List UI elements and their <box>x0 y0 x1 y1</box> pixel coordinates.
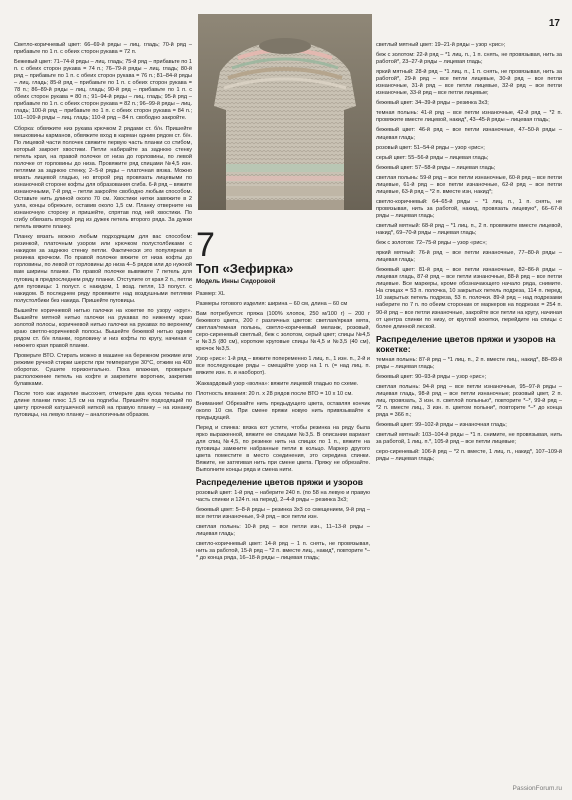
paragraph: бежевый цвет: 99–102-й ряды – изнаночная гладь; <box>376 422 507 429</box>
paragraph: Вам потребуется: пряжа (100% хлопок, 250 м/100 г) – 200 г бежевого цвета, 200 г различных цветов: светлая/яркая мята, светлая/темная полынь, светло-коричневый меланж, розовый, серо-сиреневый светлый, беж с золотом, серый цвет; спицы №4,5 и №3,5 (80 см), короткие круговые спицы №4,5 и №3,5 (40 см), крючок №3,5. <box>196 311 370 353</box>
paragraph: Перед и спинка: вязка кот устите, чтобы резинка на ряду была ярко выраженной, вяжите ее спицами №3,5. В описании вариант для спиц №4,5, по резинке нить на спицах по 1 п., вяжите на пуговицы замкните набранные петли в кольцо. Маркер другого цвета поместите в место соединения, это середина спинки. Вяжите, не затягивая нить при смене цвета. Пряжу не обрезайте. Выполните концы ряда и смена нити. <box>196 424 370 474</box>
paragraph: Жаккардовый узор «волна»: вяжите лицевой гладью по схеме. <box>196 380 359 387</box>
paragraph: После того как изделие высохнет, отмерьте два куска тесьмы по длине планки плюс 1,5 см на подгибы. Пришейте подходящий по цвету прочной катушечной ниткой на правую планку – на изнанку пуговицы, на левую планку – аналогичным образом. <box>14 391 192 419</box>
paragraph: Сборка: обвяжите низ рукава крючком 2 рядами ст. б/н. Пришейте мешковины карманов, обвяжите вход в карман одним рядом ст. б/н. По лицевой части полочек свяжите первую часть планки со стибом, который закроет хвостики. Петли набирайте за заднюю стенку петель края, на правой полочке от низа до горловины, по левой полочке от горловины до низа. Провяжите ряд спицами №4,5 изн. петлями за заднюю стенку, 2–5-й ряды – платочная вязка. Можно вязать лицевой гладью, но второй ряд провязать лицевыми по изнаночной стороне кофты для образования сгиба. 6-й ряд – вяжите изнаночными, 7-й ряд – петли закройте свободно любым способом. Оставьте нить длиной около 70 см. Хвостики нитки завяжите в 2 узла, концы обрежьте, оставив около 1,5 см. Планку отверните на изнаночную сторону и пришейте, спрятав под ней хвостики. По сгибу обвязать второй ряд из дужек петель второго ряда. За дужки петель вяжите планку. <box>14 125 192 231</box>
knit-top-image <box>198 14 372 210</box>
paragraph: светлая полынь: 10-й ряд – все петли изн., 11–13-й ряды – лицевая гладь; <box>196 524 370 538</box>
paragraph: светлый мятный: 68-й ряд – *1 лиц. п., 2 п. провяжите вместе лицевой, накид*, 69–70-й ряды – лицевая гладь; <box>376 222 562 237</box>
paragraph: Плотность вязания: 20 п. х 28 рядов после ВТО = 10 х 10 см. <box>196 390 353 397</box>
paragraph: темная полынь: 41-й ряд – все петли изнаночные, 42-й ряд – *2 п. провяжите вместе лицевой, накид*, 43–45-й ряды – лицевая гладь; <box>376 110 562 124</box>
left-column <box>14 42 192 800</box>
paragraph: светло-коричневый: 64–65-й ряды – *1 лиц. п., 1 п. снять, не провязывая, нить за работой, накид, провязать лицевую*, 66–67-й ряды – лицевая гладь; <box>376 198 562 219</box>
paragraph: Бежевый цвет: 71–74-й ряды – лиц. гладь; 75-й ряд – прибавьте по 1 п. с обеих сторон рукава = 74 п.; 76–79-й ряды – лиц. гладь; 80-й ряд – прибавьте по 1 п. с обеих сторон рукава = 76 п.; 81–84-й ряды – лиц. гладь; 85-й ряд – прибавьте по 1 п. с обеих сторон рукава = 78 п.; 86–89-й ряды – лиц. гладь; 90-й ряд – прибавьте по 1 п. с обеих сторон рукава = 80 п.; 91–94-й ряды – лиц. гладь; 95-й ряд – прибавьте по 1 п. с обеих сторон рукава = 82 п.; 96–99-й ряды – лиц. гладь; 100-й ряд – прибавьте по 1 п. с обеих сторон рукава = 84 п.; 101–109-й ряды – лиц. гладь; 110-й ряд – 84 п. свободно закройте. <box>14 59 192 122</box>
garment-photo <box>198 14 372 210</box>
paragraph: светло-коричневый цвет: 14-й ряд – 1 п. снять, не провязывая, нить за работой, 15-й ряд – *2 п. вместе лиц., накид*, повторите *–* до конца ряда, 16–18-й ряды – лицевая гладь; <box>196 541 370 562</box>
paragraph: Внимание! Обрезайте нить предыдущего цвета, оставляя кончик около 10 см. При смене пряжи новую нить привязывайте к предыдущей. <box>196 400 370 421</box>
paragraph: Планку вязать можно любым подходящим для вас способом: резинкой, платочным узором или крючком полустолбиками с накидом за заднюю стенку петли. Фактически это популярная в резинка крючком. По правой полочке вяжите от низа кофты до горловины, по левой от горловины до низа 4–5 рядов или до нужной вам ширины планки. По правой полочке вывяжите 7 петель для пуговиц в предпоследнем ряду планки. Отступите от края 2 п., петли для пуговицы: 1 полуст. с накидом, 1 возд. петля, 13 полуст. с накидом. В последнем ряду провяжите над воздушными петлями полустолбики без накида. Пришейте пуговицы. <box>14 234 192 304</box>
paragraph: Вышейте коричневой нитью галочки на кокетке по узору «круг». Вышейте мятной нитью галочки на рукавах по нижнему краю золотой полосы, коричневой нитью галочки на рукавах по верхнему краю светло-коричневой полосы. Вышейте бежевой нитью одним рядом ст. б/н планки, горловину и низ кофты по кругу, начиная с нижнего края правой планки. <box>14 307 192 349</box>
paragraph: темная полынь: 87-й ряд – *1 лиц. п., 2 п. вместе лиц., накид*, 88–89-й ряды – лицевая гладь; <box>376 356 562 370</box>
paragraph: Размер: XL <box>196 291 225 297</box>
paragraph: Узор «рис»: 1-й ряд – вяжите попеременно 1 лиц. п., 1 изн. п., 2-й и все последующие ряды – смещайте узор на 1 п. (= над лиц. п. вяжите изн. п. и наоборот). <box>196 356 370 377</box>
section-heading: Распределение цветов пряжи и узоров <box>196 477 364 488</box>
paragraph: Размеры готового изделия: ширина – 60 см, длина – 60 см <box>196 301 348 308</box>
paragraph: серый цвет: 55–56-й ряды – лицевая гладь; <box>376 154 489 161</box>
paragraph: яркий мятный: 28-й ряд – *1 лиц. п., 1 п. снять, не провязывая, нить за работой*, 29-й ряд – все петли лицевые, 30-й ряд – все петли изнаночные, 31-й ряд – все петли лицевые, 32-й ряд – все петли изнаночные, 33-й ряд – все петли лицевые; <box>376 69 562 97</box>
pattern-author: Модель Инны Сидоровой <box>196 278 276 285</box>
paragraph: беж с золотом: 72–75-й ряды – узор «рис»; <box>376 240 487 247</box>
paragraph: бежевый цвет: 5–8-й ряды – резинка 3х3 со смещением, 9-й ряд – все петли изнаночные, 9-й ряд – все петли изн. <box>196 507 370 521</box>
paragraph: светлая полынь: 59-й ряд – все петли изнаночные, 60-й ряд – все петли лицевые, 61-й ряд – все петли изнаночные, 62-й ряд – все петли лицевые, 63-й ряд – *2 п. вместе изн, накид*; <box>376 174 562 195</box>
pattern-title: Топ «Зефирка» <box>196 261 294 276</box>
paragraph: светлая полынь: 94-й ряд – все петли изнаночные, 95–97-й ряды – лицевая гладь, 98-й ряд – все петли изнаночные; розовый цвет, 2 п. лиц. провязать, 3 изн. п. светлой полынью*, повторите *–*, 99-й ряд – *2 п. вместе лиц., 3 изн. п. цветом полыни*, повторите *–* до конца ряда = 366 п.; <box>376 383 562 418</box>
section-heading: Распределение цветов пряжи и узоров на кокетке: <box>376 333 556 354</box>
pattern-number: 7 <box>196 226 215 264</box>
paragraph: светлый мятный цвет: 19–21-й ряды – узор «рис»; <box>376 42 506 48</box>
paragraph: яркий мятный: 76-й ряд – все петли изнаночные, 77–80-й ряды – лицевая гладь; <box>376 250 562 264</box>
middle-column <box>196 220 370 800</box>
paragraph: беж с золотом: 22-й ряд – *1 лиц. п., 1 п. снять, не провязывая, нить за работой*, 23–27-й ряды – лицевая гладь; <box>376 52 562 66</box>
paragraph: бежевый цвет: 81-й ряд – все петли изнаночные, 82–86-й ряды – лицевая гладь, 87-й ряд – все петли изнаночные, 88-й ряд – все петли лицевые. Все маркеры, кроме обозначающего начало ряда, снимите. На спицах = 53 п. полочка, 10 закрытых петель подреза, 114 п. перед, 10 закрытых петель подреза, 53 п. полочки. 89-й ряд – над подрезами наберите по 7 п. по обеим сторонам от маркеров на подрезах = 254 п. 90-й ряд – все петли изнаночные, закройте все петли на кругу, начиная от центра спинки по низу, от круглой кокетки, перейдите на спицы с более длинной леской. <box>376 267 562 330</box>
paragraph: Светло-коричневый цвет: 66–69-й ряды – лиц. гладь; 70-й ряд – прибавьте по 1 п. с обеих сторон рукава = 72 п. <box>14 42 192 56</box>
paragraph: Проверьте ВТО. Стирать можно в машине на бережном режиме или режиме ручной стирки шерсти при температуре 30°С, отжим на 400 оборотах. Сушите горизонтально. Пока влажная, проверьте расположение петель на кофте и закрепите воротник, закрепив булавками. <box>14 352 192 388</box>
page-number: 17 <box>548 18 560 29</box>
paragraph: бежевый цвет: 57–58-й ряды – лицевая гладь; <box>376 164 496 171</box>
paragraph: розовый цвет: 51–54-й ряды – узор «рис»; <box>376 144 485 151</box>
paragraph: светлый мятный: 103–104-й ряды – *1 п. снимите, не провязывая, нить за работой, 1 лиц. п.*, 105-й ряд – все петли лицевые; <box>376 432 562 446</box>
paragraph: розовый цвет: 1-й ряд – наберите 240 п. (по 58 на левую и правую часть спинки и 124 п. на перед), 2–4-й ряды – резинка 3х3; <box>196 490 370 504</box>
paragraph: бежевый цвет: 90–93-й ряды – узор «рис»; <box>376 373 487 380</box>
right-column <box>376 42 562 800</box>
watermark: PassionForum.ru <box>512 785 562 792</box>
paragraph: бежевый цвет: 46-й ряд – все петли изнаночные, 47–50-й ряды – лицевая гладь; <box>376 127 562 141</box>
paragraph: серо-сиреневый: 106-й ряд – *2 п. вместе, 1 лиц. п., накид*, 107–109-й ряды – лицевая гладь; <box>376 449 562 463</box>
paragraph: бежевый цвет: 34–39-й ряды – резинка 3х3; <box>376 100 489 107</box>
